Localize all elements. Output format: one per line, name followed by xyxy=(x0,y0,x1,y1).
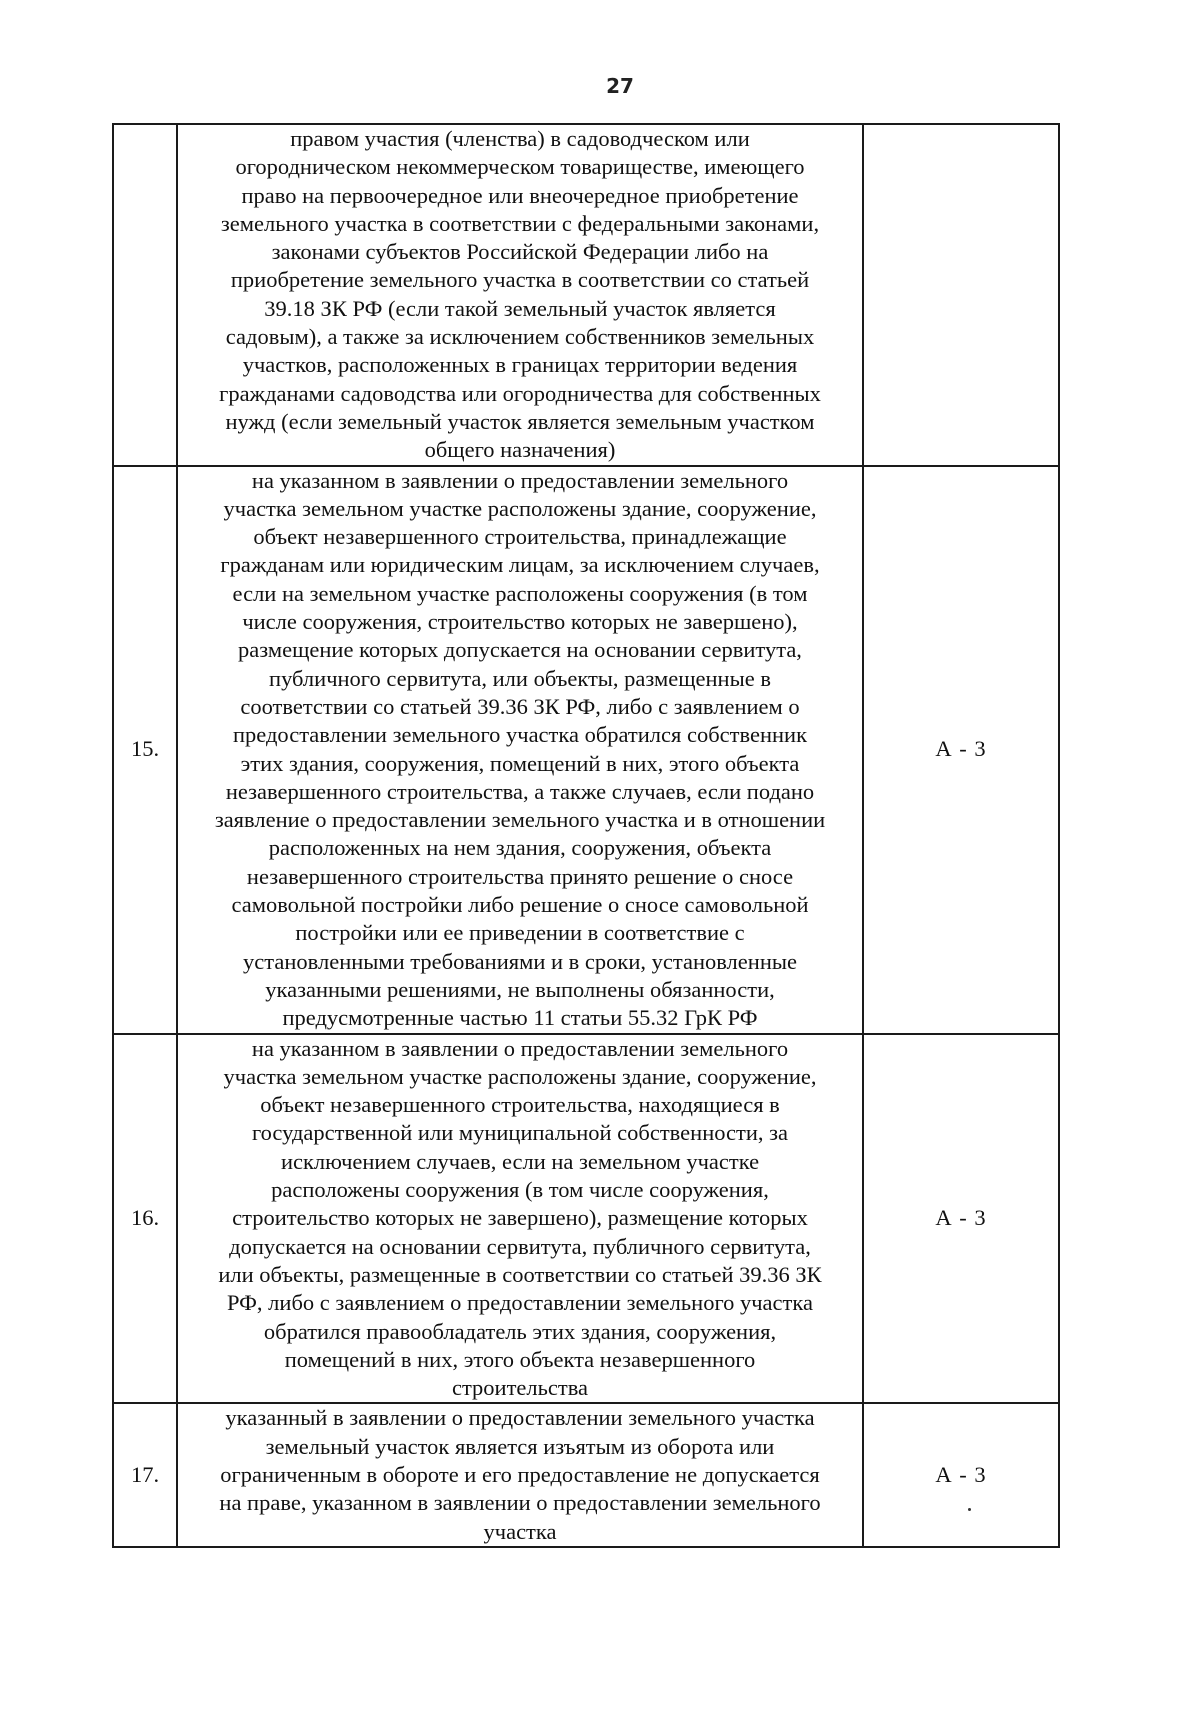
row-code: А - 3 xyxy=(863,466,1059,1034)
text-line: исключением случаев, если на земельном участке xyxy=(280,1148,760,1174)
text-line: участка земельном участке расположены здание, сооружение, xyxy=(223,1063,817,1089)
text-line: государственной или муниципальной собственности, за xyxy=(251,1120,789,1146)
table-row xyxy=(113,124,1059,466)
table-row xyxy=(113,466,1059,1034)
row-number: 15. xyxy=(113,466,177,1034)
text-line: РФ, либо с заявлением о предоставлении земельного участка xyxy=(227,1290,813,1316)
text-line: расположенных на нем здания, сооружения, объекта xyxy=(268,835,772,861)
text-line: предоставлении земельного участка обратился собственник xyxy=(232,722,808,748)
text-line: строительства xyxy=(451,1375,589,1401)
row-number: 16. xyxy=(113,1034,177,1404)
row-code: А - 3 xyxy=(863,1034,1059,1404)
table-row xyxy=(113,1034,1059,1404)
text-line: незавершенного строительства принято решение о сносе xyxy=(246,863,794,889)
text-line: участка xyxy=(483,1518,557,1544)
text-line: установленными требованиями и в сроки, установленные xyxy=(243,948,797,974)
page-number: 27 xyxy=(606,74,634,98)
row-text xyxy=(177,1403,863,1546)
text-line: заявление о предоставлении земельного участка и в отношении xyxy=(214,807,826,833)
text-line: указанными решениями, не выполнены обязанности, xyxy=(265,976,775,1002)
text-line: приобретение земельного участка в соответствии со статьей xyxy=(230,267,810,293)
text-line: на праве, указанном в заявлении о предоставлении земельного xyxy=(219,1490,821,1516)
text-line: числе сооружения, строительство которых не завершено), xyxy=(242,609,798,635)
row-code: А - 3 xyxy=(863,1403,1059,1546)
text-line: этих здания, сооружения, помещений в них, этого объекта xyxy=(240,750,800,776)
row-text xyxy=(177,1034,863,1404)
row-text xyxy=(177,124,863,466)
text-line: объект незавершенного строительства, принадлежащие xyxy=(253,524,787,550)
text-line: строительство которых не завершено), размещение которых xyxy=(232,1205,808,1231)
text-line: нужд (если земельный участок является земельным участком xyxy=(225,408,815,434)
text-line: правом участия (членства) в садоводческом или xyxy=(290,126,750,151)
text-line: расположены сооружения (в том числе сооружения, xyxy=(271,1177,769,1203)
text-line: помещений в них, этого объекта незавершенного xyxy=(284,1346,756,1372)
text-line: указанный в заявлении о предоставлении земельного участка xyxy=(225,1405,815,1431)
text-line: незавершенного строительства, а также случаев, если подано xyxy=(225,778,815,804)
text-line: если на земельном участке расположены сооружения (в том xyxy=(232,580,808,606)
text-line: общего назначения) xyxy=(424,437,616,463)
text-line: допускается на основании сервитута, публичного сервитута, xyxy=(229,1233,811,1259)
text-line: ограниченным в обороте и его предоставление не допускается xyxy=(220,1462,820,1488)
table-row xyxy=(113,1403,1059,1546)
text-line: земельный участок является изъятым из оборота или xyxy=(265,1433,775,1459)
row-text xyxy=(177,466,863,1034)
text-line: 39.18 ЗК РФ (если такой земельный участок является xyxy=(264,295,776,321)
text-line: размещение которых допускается на основании сервитута, xyxy=(238,637,802,663)
text-line: постройки или ее приведении в соответствие с xyxy=(295,920,745,946)
text-line: участка земельном участке расположены здание, сооружение, xyxy=(223,495,817,521)
text-line: участков, расположенных в границах территории ведения xyxy=(242,352,798,378)
text-line: право на первоочередное или внеочередное приобретение xyxy=(241,182,799,208)
grounds-table xyxy=(112,123,1060,1548)
row-code xyxy=(863,124,1059,466)
row-number xyxy=(113,124,177,466)
text-line: садовым), а также за исключением собственников земельных xyxy=(225,324,815,350)
text-line: или объекты, размещенные в соответствии со статьей 39.36 ЗК xyxy=(218,1261,822,1287)
scan-speck xyxy=(968,1508,971,1511)
text-line: самовольной постройки либо решение о сносе самовольной xyxy=(231,892,809,918)
text-line: предусмотренные частью 11 статьи 55.32 ГрК РФ xyxy=(282,1005,758,1031)
text-line: на указанном в заявлении о предоставлении земельного xyxy=(251,467,789,493)
text-line: на указанном в заявлении о предоставлении земельного xyxy=(251,1035,789,1061)
text-line: объект незавершенного строительства, находящиеся в xyxy=(260,1092,780,1118)
text-line: обратился правообладатель этих здания, сооружения, xyxy=(263,1318,777,1344)
text-line: законами субъектов Российской Федерации либо на xyxy=(271,239,769,265)
text-line: гражданам или юридическим лицам, за исключением случаев, xyxy=(220,552,820,578)
text-line: гражданами садоводства или огородничества для собственных xyxy=(219,380,821,406)
text-line: соответствии со статьей 39.36 ЗК РФ, либо с заявлением о xyxy=(240,693,800,719)
text-line: земельного участка в соответствии с федеральными законами, xyxy=(220,210,820,236)
row-number: 17. xyxy=(113,1403,177,1546)
text-line: огородническом некоммерческом товариществе, имеющего xyxy=(235,154,805,180)
text-line: публичного сервитута, или объекты, размещенные в xyxy=(269,665,771,691)
